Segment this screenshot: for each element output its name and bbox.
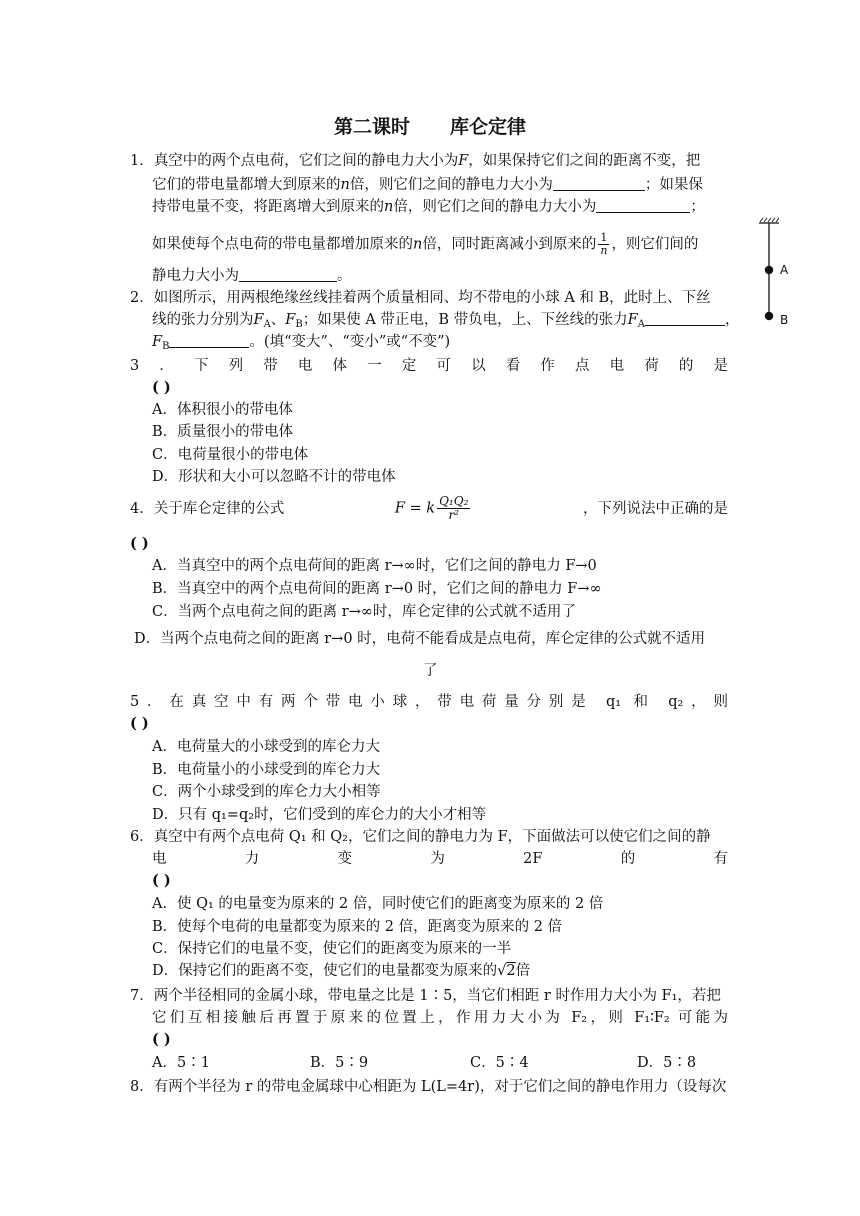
answer-blank[interactable] (645, 309, 725, 326)
answer-blank[interactable] (553, 174, 645, 191)
label-b: B (780, 313, 789, 327)
q1-line-3: 持带电量不变，将距离增大到原来的n倍，则它们之间的静电力大小为 ； (152, 196, 705, 218)
q7-line-2: 它们互相接触后再置于原来的位置上，作用力大小为 F₂，则 F₁∶F₂ 可能为 (152, 1010, 728, 1026)
q4-option-b[interactable]: B．当真空中的两个点电荷间的距离 r→0 时，它们之间的静电力 F→∞ (152, 581, 602, 597)
answer-blank[interactable] (169, 331, 249, 348)
q6-answer-paren: ( ) (152, 872, 171, 889)
q4-option-d[interactable]: D．当两个点电荷之间的距离 r→0 时，电荷不能看成是点电荷，库仑定律的公式就不适用 (134, 631, 706, 647)
q7-option-a[interactable]: A．5∶1 (152, 1055, 210, 1071)
sqrt-symbol: √2 (497, 963, 516, 979)
q6-line-1: 6．真空中有两个点电荷 Q₁ 和 Q₂，它们之间的静电力为 F，下面做法可以使它们之间的静 (130, 829, 711, 845)
q3-option-d[interactable]: D．形状和大小可以忽略不计的带电体 (152, 469, 396, 485)
q4-option-c[interactable]: C．当两个点电荷之间的距离 r→∞时，库仑定律的公式就不适用了 (152, 604, 576, 620)
q4-option-d-cont: 了 (423, 663, 438, 679)
q1-line-1: 1．真空中的两个点电荷，它们之间的静电力大小为F，如果保持它们之间的距离不变，把 (130, 153, 701, 169)
q5-option-a[interactable]: A．电荷量大的小球受到的库仑力大 (152, 739, 380, 755)
hanging-balls-figure (752, 214, 802, 330)
q5-option-b[interactable]: B．电荷量小的小球受到的库仑力大 (152, 762, 381, 778)
q6-option-b[interactable]: B．使每个电荷的电量都变为原来的 2 倍，距离变为原来的 2 倍 (152, 919, 563, 935)
q3-option-a[interactable]: A．体积很小的带电体 (152, 402, 293, 418)
q2-line-1: 2．如图所示，用两根绝缘丝线挂着两个质量相同、均不带电的小球 A 和 B，此时上、下丝 (130, 290, 711, 306)
q5-option-d[interactable]: D．只有 q₁=q₂时，它们受到的库仑力的大小才相等 (152, 807, 487, 823)
q7-option-d[interactable]: D．5∶8 (637, 1055, 697, 1071)
q7-option-b[interactable]: B．5∶9 (310, 1055, 369, 1071)
q3-answer-paren: ( ) (152, 379, 171, 396)
q2-line-2: 线的张力分别为$F_A$、$F_B$；如果使 A 带正电，B 带负电，上、下丝线的张力$F_A$ ， (152, 309, 728, 331)
q7-line-1: 7．两个半径相同的金属小球，带电量之比是 1∶5，当它们相距 r 时作用力大小为 F₁，若把 (130, 988, 721, 1004)
q3-option-c[interactable]: C．电荷量很小的带电体 (152, 447, 309, 463)
title-lesson: 第二课时 (333, 116, 410, 138)
q4-option-a[interactable]: A．当真空中的两个点电荷间的距离 r→∞时，它们之间的静电力 F→0 (152, 558, 597, 574)
coulomb-formula: F = k $\frac{\text{Q₁Q₂}}{\text{r²}}$ (394, 494, 469, 522)
ball-b (765, 312, 773, 320)
q5-stem: 5．在真空中有两个带电小球，带电荷量分别是 q₁ 和 q₂，则 (130, 694, 728, 710)
q2-line-3: $F_B$ 。(填“变大”、“变小”或“不变”) (152, 331, 450, 353)
q1-line-5: 静电力大小为 。 (152, 265, 352, 287)
title-topic: 库仑定律 (450, 116, 527, 138)
q7-option-c[interactable]: C．5∶4 (470, 1055, 529, 1071)
q3-option-b[interactable]: B．质量很小的带电体 (152, 424, 294, 440)
q6-line-2: 电力变为2F的有 (152, 851, 728, 867)
q6-option-c[interactable]: C．保持它们的电量不变，使它们的距离变为原来的一半 (152, 941, 512, 957)
q1-line-4: 如果使每个点电荷的带电量都增加原来的n倍，同时距离减小到原来的 $\frac{1}{n}$ ，则它们间的 (152, 231, 699, 257)
q4-answer-paren: ( ) (130, 535, 149, 552)
q8-line-1: 8．有两个半径为 r 的带电金属球中心相距为 L(L=4r)，对于它们之间的静电作用力（设每次 (130, 1079, 727, 1095)
q1-line-2: 它们的带电量都增大到原来的n倍，则它们之间的静电力大小为 ；如果保 (152, 174, 703, 196)
q5-answer-paren: ( ) (130, 715, 149, 732)
answer-blank[interactable] (239, 265, 337, 282)
q7-answer-paren: ( ) (152, 1031, 171, 1048)
ceiling-hatch (759, 218, 779, 223)
label-a: A (780, 263, 789, 277)
q4-stem: 4．关于库仑定律的公式 F = k $\frac{\text{Q₁Q₂}}{\text{r²}}$ ，下列说法中正确的是 (130, 494, 728, 522)
page-title (0, 116, 860, 138)
q3-stem: 3．下列带电体一定可以看作点电荷的是 (130, 358, 728, 374)
answer-blank[interactable] (596, 196, 690, 213)
q6-option-a[interactable]: A．使 Q₁ 的电量变为原来的 2 倍，同时使它们的距离变为原来的 2 倍 (152, 896, 604, 912)
q5-option-c[interactable]: C．两个小球受到的库仑力大小相等 (152, 784, 381, 800)
ball-a (765, 266, 773, 274)
q6-option-d[interactable]: D．保持它们的距离不变，使它们的电量都变为原来的√2倍 (152, 963, 531, 979)
fraction: $\frac{1}{n}$ (600, 231, 608, 257)
